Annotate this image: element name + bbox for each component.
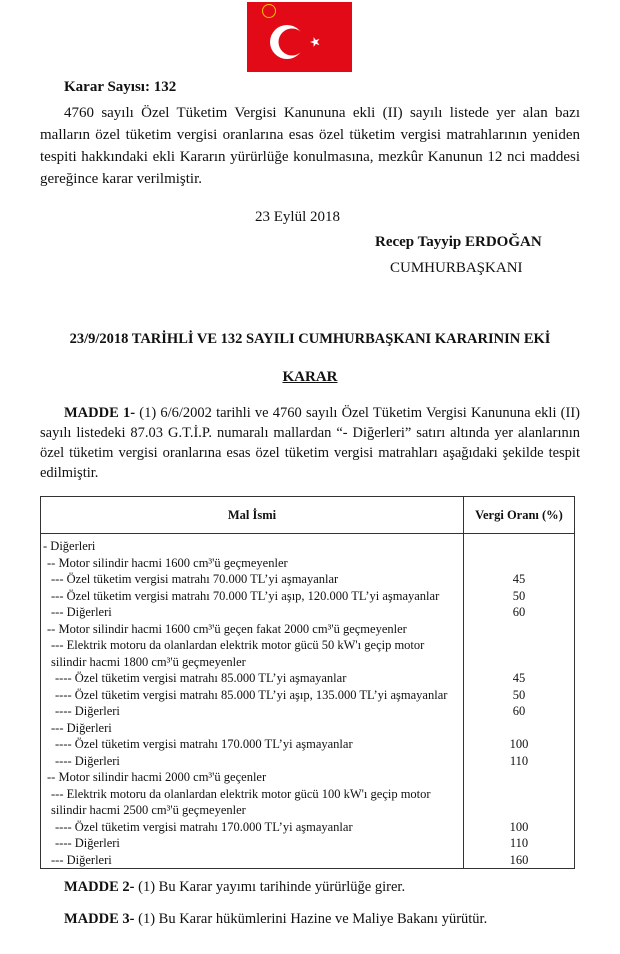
tax-rate-cell: 45 (464, 571, 575, 588)
item-name-cell: --- Diğerleri (41, 852, 464, 869)
article-3-text: (1) Bu Karar hükümlerini Hazine ve Maliye Bakanı yürütür. (134, 911, 488, 927)
tax-rate-cell: 50 (464, 687, 575, 704)
item-name-cell: ---- Özel tüketim vergisi matrahı 85.000 TL’yi aşmayanlar (41, 670, 464, 687)
tax-rate-cell: 50 (464, 588, 575, 605)
intro-paragraph: 4760 sayılı Özel Tüketim Vergisi Kanununa ekli (II) sayılı listede yer alan bazı malların özel tüketim vergisi oranlarına esas özel tüketim vergisi matrahlarının yeniden tespiti hakkındaki ekli Kararın yürürlüğe konulmasına, mezkûr Kanunun 12 nci maddesi gereğince karar verilmiştir. (40, 105, 580, 187)
table-row (41, 687, 575, 704)
tax-rate-cell: 100 (464, 819, 575, 836)
tax-rate-cell (464, 534, 575, 555)
item-name-cell: -- Motor silindir hacmi 1600 cm³'ü geçen fakat 2000 cm³'ü geçmeyenler (41, 621, 464, 638)
item-name-cell: ---- Diğerleri (41, 703, 464, 720)
table-row (41, 835, 575, 852)
column-header-rate: Vergi Oranı (%) (464, 497, 575, 534)
table-row (41, 769, 575, 786)
tax-rate-cell: 45 (464, 670, 575, 687)
article-1-label: MADDE 1- (64, 405, 136, 421)
signatory-title: CUMHURBAŞKANI (390, 260, 523, 276)
item-name-cell: ---- Diğerleri (41, 753, 464, 770)
item-name-cell: -- Motor silindir hacmi 1600 cm³'ü geçmeyenler (41, 555, 464, 572)
tax-rate-cell: 160 (464, 852, 575, 869)
tax-rate-cell (464, 786, 575, 819)
table-row (41, 786, 575, 819)
tax-rate-cell (464, 720, 575, 737)
article-1-text: (1) 6/6/2002 tarihli ve 4760 sayılı Özel Tüketim Vergisi Kanununa ekli (II) sayılı listedeki 87.03 G.T.İ.P. numaralı mallardan “- Diğerleri” satırı altında yer alanlarının özel tüketim vergisi oranlarına esas özel tüketim vergisi matrahları aşağıdaki şekilde tespit edilmiştir. (40, 405, 580, 481)
item-name-cell: - Diğerleri (41, 534, 464, 555)
table-row (41, 753, 575, 770)
tax-rate-cell (464, 769, 575, 786)
item-name-cell: ---- Özel tüketim vergisi matrahı 85.000 TL’yi aşıp, 135.000 TL’yi aşmayanlar (41, 687, 464, 704)
item-name-cell: ---- Özel tüketim vergisi matrahı 170.000 TL’yi aşmayanlar (41, 819, 464, 836)
presidential-seal-icon (262, 4, 276, 18)
item-name-cell: --- Özel tüketim vergisi matrahı 70.000 TL’yi aşıp, 120.000 TL’yi aşmayanlar (41, 588, 464, 605)
article-3 (40, 909, 580, 929)
table-row (41, 621, 575, 638)
table-row (41, 819, 575, 836)
item-name-cell: ---- Diğerleri (41, 835, 464, 852)
decision-number: Karar Sayısı: 132 (64, 79, 177, 95)
tax-rate-table (40, 496, 575, 869)
tax-rate-cell: 110 (464, 753, 575, 770)
table-row (41, 604, 575, 621)
tax-rate-cell (464, 637, 575, 670)
tax-rate-cell (464, 555, 575, 572)
item-name-cell: --- Elektrik motoru da olanlardan elektrik motor gücü 100 kW'ı geçip motor silindir hacmi 2500 cm³'ü geçmeyenler (41, 786, 464, 819)
item-name-cell: --- Özel tüketim vergisi matrahı 70.000 TL’yi aşmayanlar (41, 571, 464, 588)
article-2 (40, 877, 580, 897)
tax-rate-cell (464, 621, 575, 638)
decision-date: 23 Eylül 2018 (255, 209, 340, 225)
table-row (41, 555, 575, 572)
tax-rate-cell: 60 (464, 604, 575, 621)
article-2-text: (1) Bu Karar yayımı tarihinde yürürlüğe girer. (134, 879, 406, 895)
item-name-cell: -- Motor silindir hacmi 2000 cm³'ü geçenler (41, 769, 464, 786)
karar-heading: KARAR (282, 369, 338, 385)
item-name-cell: --- Diğerleri (41, 720, 464, 737)
signatory-name: Recep Tayyip ERDOĞAN (375, 234, 542, 250)
table-row (41, 637, 575, 670)
tax-rate-cell: 60 (464, 703, 575, 720)
column-header-item: Mal İsmi (41, 497, 464, 534)
item-name-cell: --- Elektrik motoru da olanlardan elektrik motor gücü 50 kW'ı geçip motor silindir hacmi 1800 cm³'ü geçmeyenler (41, 637, 464, 670)
article-3-label: MADDE 3- (64, 911, 135, 927)
table-row (41, 571, 575, 588)
table-row (41, 852, 575, 869)
tax-rate-cell: 100 (464, 736, 575, 753)
annex-title: 23/9/2018 TARİHLİ VE 132 SAYILI CUMHURBAŞKANI KARARININ EKİ (69, 331, 551, 347)
article-1 (40, 403, 580, 483)
table-row (41, 534, 575, 555)
table-row (41, 720, 575, 737)
table-row (41, 588, 575, 605)
table-row (41, 670, 575, 687)
item-name-cell: --- Diğerleri (41, 604, 464, 621)
table-row (41, 736, 575, 753)
table-row (41, 703, 575, 720)
item-name-cell: ---- Özel tüketim vergisi matrahı 170.000 TL’yi aşmayanlar (41, 736, 464, 753)
article-2-label: MADDE 2- (64, 879, 135, 895)
tax-rate-cell: 110 (464, 835, 575, 852)
